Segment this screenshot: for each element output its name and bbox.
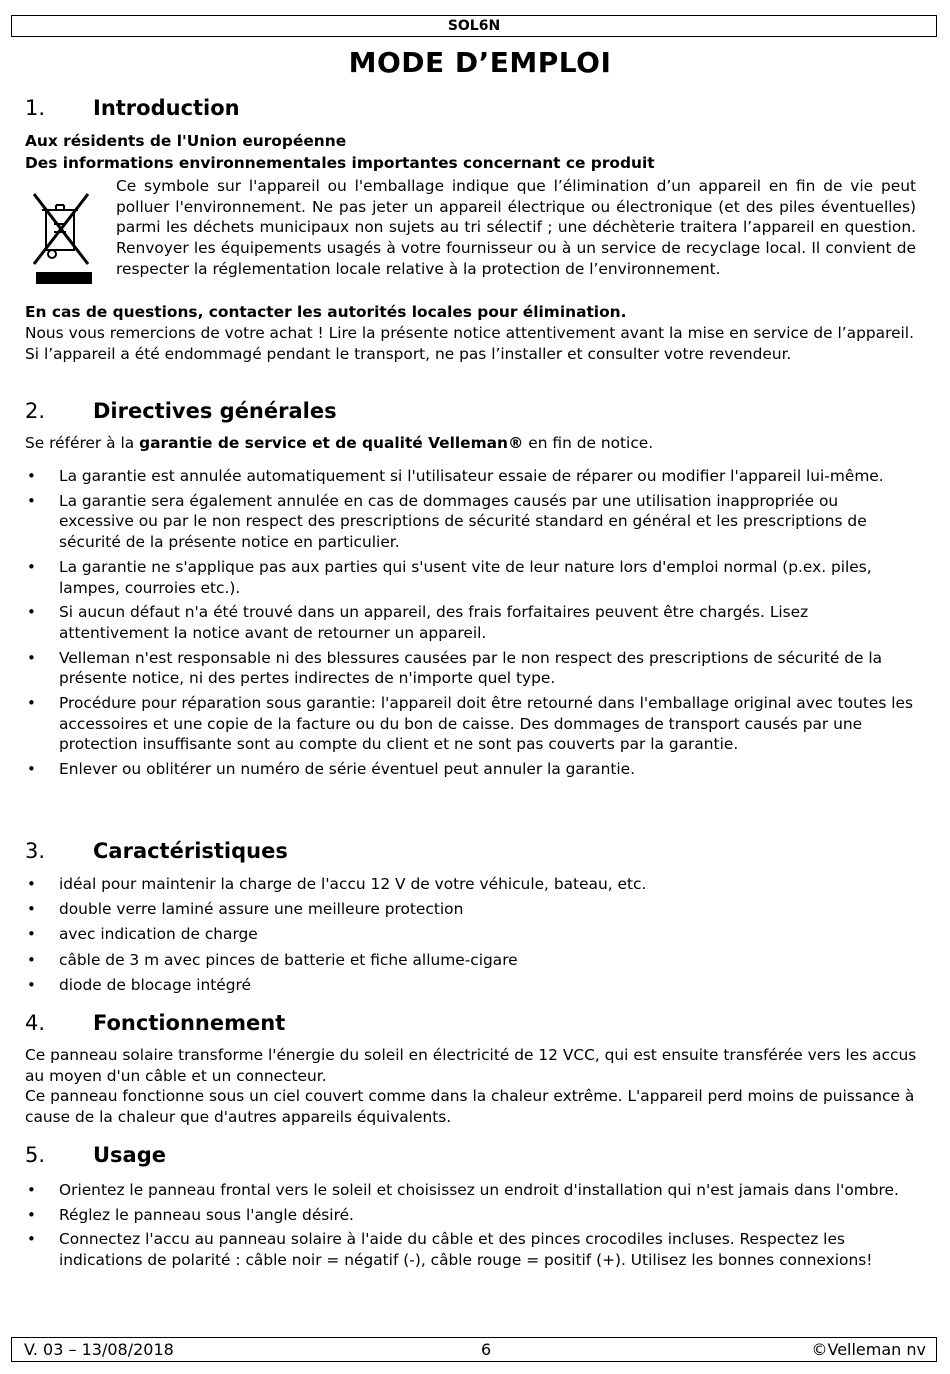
page-title: MODE D’EMPLOI	[348, 46, 612, 79]
list-item: • idéal pour maintenir la charge de l'accu 12 V de votre véhicule, bateau, etc.	[27, 875, 647, 893]
warranty-suffix: en fin de notice.	[523, 434, 654, 452]
list-item: • Procédure pour réparation sous garantie: l'appareil doit être retourné dans l'emballage original avec toutes les accessoires et une copie de la facture ou du bon de caisse. Des dommages de transport causés par une protection insuffisante sont au compte du client et ne sont pas couverts par la garantie.	[27, 694, 914, 754]
environment-info-line: Des informations environnementales importantes concernant ce produit	[25, 154, 655, 172]
warranty-prefix: Se référer à la	[25, 434, 140, 452]
bullet-icon: •	[27, 648, 36, 667]
warranty-reference	[25, 433, 920, 454]
section-heading-introduction	[25, 96, 240, 120]
page-header	[11, 15, 937, 37]
operation-paragraph-2: Ce panneau fonctionne sous un ciel couvert comme dans la chaleur extrême. L'appareil perd moins de puissance à cause de la chaleur que d'autres appareils équivalents.	[25, 1087, 915, 1127]
bullet-icon: •	[27, 760, 36, 779]
eu-notice-heading	[25, 130, 920, 174]
bullet-icon: •	[27, 1181, 36, 1199]
bullet-icon: •	[27, 925, 36, 944]
bullet-icon: •	[27, 491, 36, 510]
version-date: V. 03 – 13/08/2018	[24, 1340, 174, 1359]
section-title: Directives générales	[93, 399, 337, 423]
bullet-icon: •	[27, 975, 36, 994]
section-title: Caractéristiques	[93, 839, 288, 863]
list-item: • Velleman n'est responsable ni des blessures causées par le non respect des prescriptions de sécurité de la présente notice, ni des pertes indirectes de n'importe quel type.	[27, 648, 883, 688]
list-item: • La garantie est annulée automatiquement si l'utilisateur essaie de réparer ou modifier l'appareil lui-même.	[27, 467, 884, 485]
section-number: 3.	[25, 839, 46, 863]
weee-paragraph-block	[116, 176, 916, 280]
weee-paragraph: Ce symbole sur l'appareil ou l'emballage indique que l’élimination d’un appareil en fin de vie peut polluer l'environnement. Ne pas jeter un appareil électrique ou électronique (et des piles éventuelles) parmi les déchets municipaux non sujets au tri sélectif ; une déchèterie traitera l’appareil en question. Renvoyer les équipements usagés à votre fournisseur ou à un service de recyclage local. Il convient de respecter la réglementation locale relative à la protection de l’environnement.	[116, 177, 916, 278]
operation-paragraph-1: Ce panneau solaire transforme l'énergie du soleil en électricité de 12 VCC, qui est ensuite transférée vers les accus au moyen d'un câble et un connecteur.	[25, 1046, 917, 1085]
eu-residents-line: Aux résidents de l'Union européenne	[25, 132, 347, 150]
model-number: SOL6N	[447, 18, 501, 34]
general-guidelines-list	[25, 466, 915, 780]
features-list	[25, 874, 920, 996]
list-item: • Enlever ou oblitérer un numéro de série éventuel peut annuler la garantie.	[27, 760, 636, 779]
list-item: • diode de blocage intégré	[27, 975, 251, 994]
operation-text	[25, 1045, 920, 1128]
bullet-icon: •	[27, 1205, 36, 1224]
section-heading-operation	[25, 1011, 285, 1035]
section-number: 5.	[25, 1143, 46, 1167]
list-item: • avec indication de charge	[27, 925, 258, 944]
section-number: 2.	[25, 399, 46, 423]
crossed-out-wheelie-bin-icon	[26, 184, 96, 289]
warranty-name: garantie de service et de qualité Velleman®	[139, 434, 524, 452]
questions-line: En cas de questions, contacter les autorités locales pour élimination.	[25, 303, 627, 321]
list-item: • Connectez l'accu au panneau solaire à l'aide du câble et des pinces crocodiles incluses. Respectez les indications de polarité : câble noir = négatif (-), câble rouge = positif (+). Utilisez les bonnes connexions!	[27, 1230, 873, 1270]
section-heading-features	[25, 839, 288, 863]
section-heading-general-guidelines	[25, 399, 337, 423]
bullet-icon: •	[27, 467, 36, 485]
copyright: ©Velleman nv	[811, 1340, 926, 1359]
thanks-paragraph: Nous vous remercions de votre achat ! Lire la présente notice attentivement avant la mise en service de l’appareil. Si l’appareil a été endommagé pendant le transport, ne pas l’installer et consulter votre revendeur.	[25, 324, 914, 363]
section-title: Introduction	[93, 96, 240, 120]
bullet-icon: •	[27, 900, 36, 919]
bullet-icon: •	[27, 950, 36, 969]
page-number: 6	[481, 1340, 492, 1359]
list-item: • Orientez le panneau frontal vers le soleil et choisissez un endroit d'installation qui n'est jamais dans l'ombre.	[27, 1181, 899, 1199]
section-number: 1.	[25, 96, 46, 120]
list-item: • Réglez le panneau sous l'angle désiré.	[27, 1205, 354, 1224]
bullet-icon: •	[27, 557, 36, 576]
page-footer	[11, 1337, 937, 1362]
section-heading-usage	[25, 1143, 166, 1167]
warranty-reference-text	[25, 433, 920, 454]
list-item: • La garantie ne s'applique pas aux parties qui s'usent vite de leur nature lors d'emploi normal (p.ex. piles, lampes, courroies etc.).	[27, 557, 872, 597]
bullet-icon: •	[27, 875, 36, 893]
section-title: Fonctionnement	[93, 1011, 286, 1035]
list-item: • câble de 3 m avec pinces de batterie et fiche allume-cigare	[27, 950, 518, 969]
list-item: • La garantie sera également annulée en cas de dommages causés par une utilisation inappropriée ou excessive ou par le non respect des prescriptions de sécurité standard en général et les prescriptions de sécurité de la présente notice en particulier.	[27, 491, 867, 552]
section-title: Usage	[93, 1143, 166, 1167]
intro-closing-block	[25, 301, 920, 364]
list-item: • double verre laminé assure une meilleure protection	[27, 900, 464, 919]
bullet-icon: •	[27, 1230, 36, 1249]
bullet-icon: •	[27, 694, 36, 713]
section-number: 4.	[25, 1011, 46, 1035]
usage-list	[25, 1180, 917, 1271]
list-item: • Si aucun défaut n'a été trouvé dans un appareil, des frais forfaitaires peuvent être chargés. Lisez attentivement la notice avant de retourner un appareil.	[27, 603, 809, 642]
bullet-icon: •	[27, 603, 36, 622]
